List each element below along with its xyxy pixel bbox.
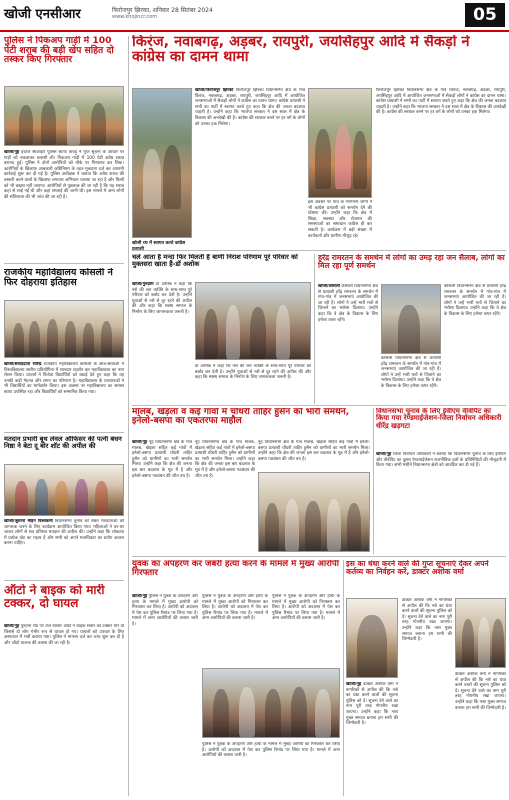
headline-liquor-seizure: पुलिस ने पिकअप गाड़ी में 100 पेटी शराब की बड़ी खेप सहित दो तस्कर किए गिरफ्तार — [4, 36, 114, 66]
photo-drug-informant — [455, 598, 506, 668]
article-lead-body1 — [195, 88, 305, 236]
photo-drug-awareness — [195, 282, 311, 360]
article-lead-body3: फिरोजपुर झिरका विधानसभा क्षेत्र के गांव किरंज, नवाबगढ़, अड़बर, रायपुरी, जयसिंहपुर आदि में आयोजित जनसभाओं में सैकड़ों लोगों ने कांग्रेस का दामन थामा। कांग्रेस प्रत्याशी ने सभी का पार्टी में स्वागत करते हुए कहा कि क्षेत्र की जनता बदलाव चाहती है। उन्होंने कहा कि भाजपा सरकार ने दस साल में क्षेत्र के विकास की अनदेखी की है। कांग्रेस की सरकार बनने पर हर वर्ग के लोगों को उनका हक मिलेगा। — [376, 88, 506, 116]
masthead — [0, 0, 509, 32]
article-body: राजकीय महाविद्यालय कोसली के छात्र-छात्राओं ने विश्वविद्यालय स्तरीय प्रतियोगिता में शानदार प्रदर्शन कर महाविद्यालय का नाम रोशन किया। प्राचार्य ने विजेता विद्यार्थियों को बधाई देते हुए कहा कि यह उनकी कड़ी मेहनत और लगन का परिणाम है। महाविद्यालय के प्राध्यापकों ने भी विद्यार्थियों का मार्गदर्शन किया। इस अवसर पर महाविद्यालय का समस्त स्टाफ उपस्थित रहा और विद्यार्थियों को सम्मानित किया गया। — [4, 362, 124, 395]
dateline: खोजी/नूंह — [376, 452, 392, 457]
photo-lead-left — [132, 88, 192, 238]
column-rule — [314, 254, 315, 404]
divider — [4, 263, 124, 264]
article-lead-body2: इस अवसर पर गांव के गणमान्य लोगों ने भी कांग्रेस प्रत्याशी को समर्थन देने की घोषणा की। उन्होंने कहा कि क्षेत्र में शिक्षा, स्वास्थ्य और रोजगार की समस्याओं का समाधान कांग्रेस ही कर सकती है। कार्यक्रम में बड़ी संख्या में कार्यकर्ता और ग्रामीण मौजूद रहे। — [308, 200, 372, 239]
article-harendra-support — [318, 284, 378, 402]
dateline: खोजी/कोसली — [318, 284, 340, 289]
article-tahir-hussain-col2: नूंह विधानसभा क्षेत्र के गांव मालब, खेड़ला सहित कई गांवों में इनेलो-बसपा प्रत्याशी चौधरी ताहिर हुसैन को ग्रामीणों का भारी समर्थन मिला। उन्होंने कहा कि क्षेत्र की जनता इस बार बदलाव के मूड में है और इनेलो-बसपा गठबंधन की जीत तय है। — [195, 440, 255, 479]
dateline: खोजी/फिरोजपुर झिरका — [195, 88, 234, 93]
page-number: 05 — [465, 3, 505, 27]
article-body: पुलिस ने युवक के अपहरण और हत्या के मामले में मुख्य आरोपी को गिरफ्तार कर लिया है। आरोपी को अदालत में पेश कर पुलिस रिमांड पर लिया गया है। मामले में अन्य आरोपियों की तलाश जारी है। — [132, 594, 198, 627]
article-drug-awareness-cont: डॉ अशोक ने कहा कि नशे की लत व्यक्ति के साथ-साथ पूरे परिवार को बर्बाद कर देती है। उन्होंने युवाओं से नशे से दूर रहने की अपील की और कहा कि स्वस्थ समाज के निर्माण के लिए जागरूकता जरूरी है। — [195, 364, 311, 381]
caption-lead-left: खोजी रथ में स्वागत करते कांग्रेस — [132, 241, 186, 246]
headline-evm-randomization: विधानसभा चुनाव के लिए ईवीएम वीवीपैट का किया गया रेण्डमाईजेशन-जिला निर्वाचन अधिकारी धीरेंद्र खड़गटा — [376, 408, 502, 430]
website-line: www.khojincr.com — [112, 14, 158, 20]
photo-lead-center — [308, 88, 372, 198]
article-drug-informant-col2: डाक्टर अशोक वर्मा ने नागरिकों से अपील की कि नशे का धंधा करने वालों की सूचना पुलिस को दें। सूचना देने वाले का नाम पूरी तरह गोपनीय रखा जाएगा। उन्होंने कहा कि नशा मुक्त समाज बनाना हम सभी की जिम्मेदारी है। — [402, 598, 452, 643]
dateline: खोजी/नूंह — [4, 150, 20, 155]
article-kidnap-arrest-col3: पुलिस ने युवक के अपहरण और हत्या के मामले में मुख्य आरोपी को गिरफ्तार कर लिया है। आरोपी को अदालत में पेश कर पुलिस रिमांड पर लिया गया है। मामले में अन्य आरोपियों की तलाश जारी है। — [272, 594, 340, 622]
headline-harendra-support: हरेंद्र रामरतन के समर्थन में लोगों का उमड़ रहा जन सैलाब, लोगों का मिल रहा पूर्ण समर्थन — [318, 254, 505, 270]
headline-auto-accident: ऑटो ने बाइक को मारी टक्कर, दो घायल — [4, 584, 105, 610]
issue-line: फिरोजपुर झिरका, शनिवार 28 सितंबर 2024 — [112, 7, 213, 14]
divider — [132, 556, 506, 557]
article-body: डाक्टर अशोक वर्मा ने नागरिकों से अपील की कि नशे का धंधा करने वालों की सूचना पुलिस को दें। सूचना देने वाले का नाम पूरी तरह गोपनीय रखा जाएगा। उन्होंने कहा कि नशा मुक्त समाज बनाना हम सभी की जिम्मेदारी है। — [346, 682, 398, 727]
headline-drug-informant: इस का धंधा करने वाले की गुप्त सूचनाएं देकर अपने कर्तव्य का निर्वहन करें, डाक्टर अशोक वर्मा — [346, 560, 489, 576]
headline-kidnap-arrest: युवक का अपहरण कर जबरी हत्या करने के मामले में मुख्य आरोपी गिरफ्तार — [132, 560, 339, 579]
article-body: नूंह विधानसभा क्षेत्र के गांव मालब, खेड़ला सहित कई गांवों में इनेलो-बसपा प्रत्याशी चौधरी ताहिर हुसैन को ग्रामीणों का भारी समर्थन मिला। उन्होंने कहा कि क्षेत्र की जनता इस बार बदलाव के मूड में है और इनेलो-बसपा गठबंधन की जीत तय है। — [132, 440, 192, 479]
headline-lead: किरंज, नवाबगढ़, अड़बर, रायपुरी, जयसिंहपुर आदि में सैंकड़ों ने कांग्रेस का दामन थामा — [132, 35, 470, 66]
article-college — [4, 362, 124, 430]
article-kidnap-arrest-col2: पुलिस ने युवक के अपहरण और हत्या के मामले में मुख्य आरोपी को गिरफ्तार कर लिया है। आरोपी को अदालत में पेश कर पुलिस रिमांड पर लिया गया है। मामले में अन्य आरोपियों की तलाश जारी है। — [202, 594, 268, 622]
photo-college — [4, 300, 124, 358]
photo-kidnap-arrest — [202, 668, 340, 738]
article-drug-awareness — [132, 282, 192, 400]
article-evm-randomization — [376, 452, 506, 552]
column-rule — [373, 408, 374, 554]
photo-voter-appeal — [4, 464, 124, 516]
dateline: खोजी/जुलाना मोहन विश्वकर्मा — [4, 519, 53, 524]
photo-liquor-seizure — [4, 86, 124, 146]
divider — [132, 405, 506, 406]
article-tahir-hussain — [132, 440, 192, 552]
article-body: फिरोजपुर झिरका विधानसभा क्षेत्र के गांव किरंज, नवाबगढ़, अड़बर, रायपुरी, जयसिंहपुर आदि में आयोजित जनसभाओं में सैकड़ों लोगों ने कांग्रेस का दामन थामा। कांग्रेस प्रत्याशी ने सभी का पार्टी में स्वागत करते हुए कहा कि क्षेत्र की जनता बदलाव चाहती है। उन्होंने कहा कि भाजपा सरकार ने दस साल में क्षेत्र के विकास की अनदेखी की है। कांग्रेस की सरकार बनने पर हर वर्ग के लोगों को उनका हक मिलेगा। — [195, 88, 305, 127]
dateline: खोजी/नूंह — [132, 440, 148, 445]
article-harendra-support-col3: कोसली विधानसभा क्षेत्र से प्रत्याशी हरेंद्र रामरतन के समर्थन में गांव-गांव में जनसभाएं आयोजित की जा रही हैं। लोगों ने उन्हें भारी मतों से जिताने का भरोसा दिलाया। उन्होंने कहा कि वे क्षेत्र के विकास के लिए हमेशा तत्पर रहेंगे। — [444, 284, 506, 317]
article-kidnap-arrest — [132, 594, 198, 794]
article-auto-accident — [4, 624, 124, 796]
article-body: जिला निर्वाचन अधिकारी ने बताया कि विधानसभा चुनाव के लिए ईवीएम और वीवीपैट का दूसरा रेण्डमाईजेशन राजनीतिक दलों के प्रतिनिधियों की मौजूदगी में किया गया। सभी मशीनें विधानसभा क्षेत्रों को आवंटित कर दी गई हैं। — [376, 452, 506, 469]
article-body: कोसली विधानसभा क्षेत्र से प्रत्याशी हरेंद्र रामरतन के समर्थन में गांव-गांव में जनसभाएं आयोजित की जा रही हैं। लोगों ने उन्हें भारी मतों से जिताने का भरोसा दिलाया। उन्होंने कहा कि वे क्षेत्र के विकास के लिए हमेशा तत्पर रहेंगे। — [318, 284, 378, 323]
dateline: खोजी/संवाददाता रवीन्द्र — [4, 362, 42, 367]
headline-voter-appeal: मतदान प्रभारी बूथ लेवल ऑफिसर की पत्नी बंधन निष्ठा ने बेटा दू बोर शॉट की अपील की — [4, 436, 122, 450]
dateline: खोजी/नूंह — [4, 624, 20, 629]
article-drug-informant — [346, 682, 398, 794]
dateline: खोजी/गुरुग्राम — [132, 282, 154, 287]
photo-tahir-hussain — [258, 472, 370, 552]
divider — [4, 580, 124, 581]
photo-doctor-portrait — [346, 598, 398, 678]
headline-tahir-hussain: मालब, खेड़ला व कई गांवों में चौधरी ताहिर हुसैन को भारी समर्थन, इनेलो-बसपा का एकतरफा माहौल — [132, 408, 350, 427]
article-body: पुन्हाना रोड पर तेज रफ्तार ऑटो ने बाइक सवार को टक्कर मार दी जिससे दो लोग गंभीर रूप से घायल हो गए। घायलों को उपचार के लिए अस्पताल में भर्ती कराया गया। पुलिस ने मामला दर्ज कर जांच शुरू कर दी है और ऑटो चालक की तलाश की जा रही है। — [4, 624, 124, 646]
headline-college: राजकीय महाविद्यालय कोसली ने फिर दोहराया इतिहास — [4, 268, 113, 288]
article-voter-appeal — [4, 519, 124, 577]
article-body: विधानसभा चुनाव को लेकर मतदाताओं को जागरूक करने के लिए कार्यक्रम आयोजित किया गया। महिलाओं ने घर-घर जाकर लोगों से शत प्रतिशत मतदान की अपील की। उन्होंने कहा कि लोकतंत्र में प्रत्येक वोट का महत्व है और सभी को अपने मताधिकार का प्रयोग अवश्य करना चाहिए। — [4, 519, 124, 547]
photo-harendra-support — [381, 284, 441, 354]
divider — [132, 250, 506, 251]
divider — [4, 432, 124, 433]
dateline: खोजी/नूंह — [132, 594, 148, 599]
article-kidnap-arrest-col4: पुलिस ने युवक के अपहरण और हत्या के मामले में मुख्य आरोपी को गिरफ्तार कर लिया है। आरोपी को अदालत में पेश कर पुलिस रिमांड पर लिया गया है। मामले में अन्य आरोपियों की तलाश जारी है। — [202, 742, 340, 759]
article-drug-informant-col3: डाक्टर अशोक वर्मा ने नागरिकों से अपील की कि नशे का धंधा करने वालों की सूचना पुलिस को दें। सूचना देने वाले का नाम पूरी तरह गोपनीय रखा जाएगा। उन्होंने कहा कि नशा मुक्त समाज बनाना हम सभी की जिम्मेदारी है। — [455, 672, 506, 711]
article-body: इंचार्ज सीआईए पुलिस स्टाफ तावड़ू ने गुप्त सूचना के आधार पर गाड़ी को रुकवाकर तलाशी ली। पिकअप गाड़ी में 100 पेटी अवैध शराब बरामद हुई। पुलिस ने दोनों आरोपियों को मौके पर गिरफ्तार कर लिया। आरोपियों के खिलाफ आबकारी अधिनियम के तहत मुकदमा दर्ज कर आगामी कार्रवाई शुरू कर दी गई है। पुलिस अधीक्षक ने बताया कि अवैध शराब की तस्करी करने वालों के खिलाफ लगातार अभियान चलाया जा रहा है और किसी को भी बख्शा नहीं जाएगा। आरोपियों से पूछताछ की जा रही है कि यह शराब कहां से लाई गई थी और कहां सप्लाई की जानी थी। इस मामले में अन्य लोगों की संलिप्तता की भी जांच की जा रही है। — [4, 150, 124, 200]
brand-name: खोजी एनसीआर — [4, 7, 81, 22]
headline-drug-awareness: चले आता है मन्दा फिर मिलती है बाणी निराश परिणाम पूरे परिवार को मुक्तसरा खाता है-डॉ अशोक — [132, 254, 298, 268]
article-tahir-hussain-col3: नूंह विधानसभा क्षेत्र के गांव मालब, खेड़ला सहित कई गांवों में इनेलो-बसपा प्रत्याशी चौधरी ताहिर हुसैन को ग्रामीणों का भारी समर्थन मिला। उन्होंने कहा कि क्षेत्र की जनता इस बार बदलाव के मूड में है और इनेलो-बसपा गठबंधन की जीत तय है। — [258, 440, 370, 462]
column-rule — [343, 560, 344, 796]
dateline: खोजी/नूंह — [346, 682, 362, 687]
article-harendra-support-cont: कोसली विधानसभा क्षेत्र से प्रत्याशी हरेंद्र रामरतन के समर्थन में गांव-गांव में जनसभाएं आयोजित की जा रही हैं। लोगों ने उन्हें भारी मतों से जिताने का भरोसा दिलाया। उन्होंने कहा कि वे क्षेत्र के विकास के लिए हमेशा तत्पर रहेंगे। — [381, 356, 441, 389]
article-liquor-seizure — [4, 150, 124, 260]
article-body: डॉ अशोक ने कहा कि नशे की लत व्यक्ति के साथ-साथ पूरे परिवार को बर्बाद कर देती है। उन्होंने युवाओं से नशे से दूर रहने की अपील की और कहा कि स्वस्थ समाज के निर्माण के लिए जागरूकता जरूरी है। — [132, 282, 192, 315]
column-rule — [128, 36, 129, 796]
